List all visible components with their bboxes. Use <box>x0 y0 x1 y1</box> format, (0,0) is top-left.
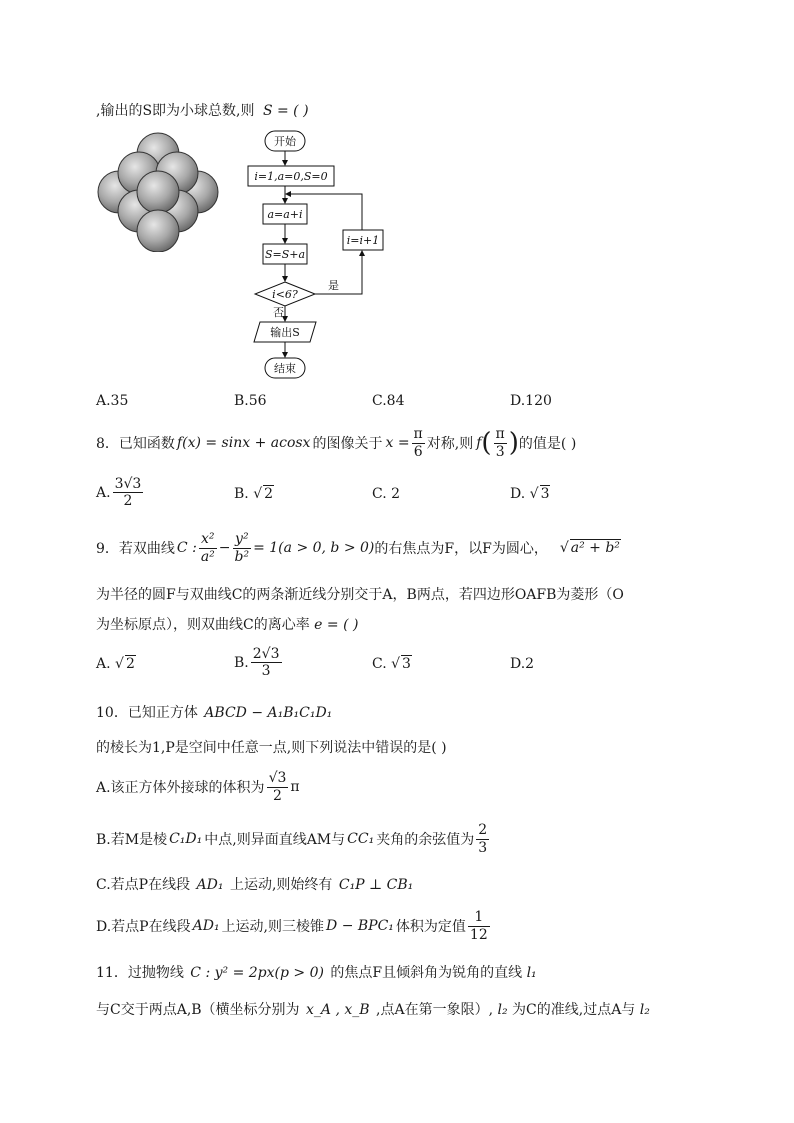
q10-option-d-mid: 上运动,则三棱锥 <box>221 919 325 935</box>
q9-curve-label: C : <box>176 540 197 556</box>
q11-line2 <box>96 999 650 1019</box>
q11-line-l2: l₂ <box>497 1002 508 1018</box>
q8-option-b-label: B. <box>234 486 249 502</box>
q8-stem-pre: 8．已知函数 <box>96 436 175 452</box>
q9-option-a-value: 2 <box>125 656 135 672</box>
q9-eccentricity: e = ( ) <box>314 617 359 633</box>
q11-abscissas: x_A , x_B <box>306 1002 370 1018</box>
q10-option-a-den: 2 <box>273 787 282 804</box>
q9-stem-pre: 9．若双曲线 <box>96 541 175 557</box>
q11-parabola: C : y² = 2px(p > 0) <box>190 965 324 981</box>
q11-stem <box>96 962 537 982</box>
q8-paren-open: ( <box>481 428 492 458</box>
q10-option-d-mid2: 体积为定值 <box>395 919 466 935</box>
q8-x-eq: x = <box>385 435 410 451</box>
q8-stem <box>96 423 576 463</box>
q10-option-b-mid2: 夹角的余弦值为 <box>376 832 475 848</box>
q9-option-b-label: B. <box>234 654 249 671</box>
q7-option-c: C.84 <box>372 393 405 409</box>
q10-option-a-pi: π <box>290 779 300 795</box>
q9-x2: x² <box>199 531 217 548</box>
q8-option-b: B. √ 2 <box>234 486 274 502</box>
q9-y2: y² <box>233 531 252 548</box>
q11-line2-pre: 与C交于两点A,B（横坐标分别为 <box>96 1002 300 1018</box>
q10-option-d <box>96 906 492 946</box>
q9-radical: √ a² + b² <box>559 540 620 556</box>
q8-option-a-label: A. <box>96 484 111 501</box>
q10-cube: ABCD − A₁B₁C₁D₁ <box>204 705 333 721</box>
q8-pi-over-6 <box>412 426 425 459</box>
q8-option-a-num: 3√3 <box>114 476 142 492</box>
q8-option-b-value: 2 <box>264 486 274 502</box>
q11-line-l1: l₁ <box>526 965 537 981</box>
q10-option-c-mid: 上运动,则始终有 <box>229 877 333 893</box>
q9-y-frac <box>233 531 252 564</box>
q10-option-d-tetrahedron: D − BPC₁ <box>326 918 394 934</box>
q11-line2-post: 为C的准线,过点A与 <box>512 1002 636 1018</box>
q9-option-a-label: A. <box>96 656 111 672</box>
q9-line3 <box>96 614 358 634</box>
q10-option-c-relation: C₁P ⊥ CB₁ <box>338 877 414 893</box>
q8-option-d-label: D. <box>510 486 526 502</box>
q9-condition: = 1(a > 0, b > 0) <box>253 540 375 556</box>
q10-option-b-num: 2 <box>478 822 488 839</box>
q9-option-b-den: 3 <box>261 663 271 680</box>
q10-option-b-mid: 中点,则异面直线AM与 <box>204 832 346 848</box>
q7-option-a: A.35 <box>96 393 129 409</box>
q8-option-a-frac <box>113 476 144 509</box>
q10-option-d-num: 1 <box>468 909 490 926</box>
q9-option-b <box>234 646 284 679</box>
q8-option-d-value: 3 <box>540 486 550 502</box>
flow-increment-label: i=i+1 <box>346 234 380 247</box>
q9-a2: a² <box>200 548 215 565</box>
q10-option-d-seg: AD₁ <box>192 918 220 934</box>
q8-option-a-den: 2 <box>123 493 133 510</box>
q9-option-b-num: 2√3 <box>252 646 280 662</box>
q7-option-b: B.56 <box>234 393 267 409</box>
q10-option-d-pre: D.若点P在线段 <box>96 919 191 935</box>
q10-option-a-text: A.该正方体外接球的体积为 <box>96 780 265 796</box>
q9-option-d: D.2 <box>510 656 535 672</box>
ball <box>137 210 179 252</box>
q10-option-c-pre: C.若点P在线段 <box>96 877 191 893</box>
q9-line3-text: 为坐标原点），则双曲线C的离心率 <box>96 617 310 633</box>
q8-stem-mid2: 对称,则 <box>426 436 474 452</box>
intro-text: ,输出的S即为小球总数,则 <box>96 103 255 119</box>
q8-option-a <box>96 476 145 509</box>
q10-option-d-den: 12 <box>469 926 488 943</box>
q9-option-c: C. √ 3 <box>372 656 411 672</box>
q9-x-frac <box>199 531 217 564</box>
q7-option-d: D.120 <box>510 393 552 409</box>
q8-paren-close: ) <box>508 428 519 458</box>
q10-option-b-frac <box>476 822 489 855</box>
q9-option-c-value: 3 <box>402 656 411 672</box>
flowchart <box>240 128 390 384</box>
q10-option-a-frac <box>267 770 289 803</box>
intro-equation: S = ( ) <box>262 103 309 119</box>
q8-f: f <box>476 435 482 451</box>
q8-three: 3 <box>495 443 505 460</box>
q8-option-d: D. √ 3 <box>510 486 550 502</box>
q11-line2-mid: ,点A在第一象限）, <box>376 1002 494 1018</box>
flow-condition-label: i<6? <box>272 288 298 301</box>
q9-option-c-label: C. <box>372 656 387 672</box>
flow-init-label: i=1,a=0,S=0 <box>254 170 328 183</box>
q10-option-c-seg: AD₁ <box>196 877 224 893</box>
q9-stem: 9．若双曲线 C : $\frac{\text{x²}}{\text{a²}}$ − $\frac{\text{y²}}{\text{b²}}$ = 1(a > 0, b > 0) 的右焦点为F，以F为圆心， √ a² + b² <box>96 531 620 565</box>
flow-step-s-label: S=S+a <box>264 248 306 261</box>
q9-b2: b² <box>234 548 250 565</box>
q10-option-b <box>96 819 491 859</box>
q8-pi: π <box>413 426 423 443</box>
q8-function: f(x) = sinx + acosx <box>176 435 311 451</box>
q10-option-d-frac <box>468 909 490 942</box>
q8-pi-2: π <box>495 426 505 443</box>
flow-start-label: 开始 <box>274 135 296 148</box>
q10-line2: 的棱长为1,P是空间中任意一点,则下列说法中错误的是( ) <box>96 740 447 756</box>
q10-option-b-seg2: CC₁ <box>347 831 375 847</box>
q10-option-b-pre: B.若M是棱 <box>96 832 168 848</box>
q10-option-a <box>96 767 300 807</box>
q9-radical-value: a² + b² <box>570 540 620 556</box>
flow-yes-label: 是 <box>328 279 339 292</box>
flow-end-label: 结束 <box>274 362 296 375</box>
q10-option-b-seg: C₁D₁ <box>169 831 203 847</box>
q10-option-b-den: 3 <box>478 839 488 856</box>
q11-stem-mid: 的焦点F且倾斜角为锐角的直线 <box>330 965 523 981</box>
q10-stem <box>96 702 332 722</box>
ball-stack-figure <box>94 132 222 252</box>
q8-stem-post: 的值是( ) <box>518 436 577 452</box>
q10-stem-pre: 10．已知正方体 <box>96 705 198 721</box>
intro-line <box>96 100 309 120</box>
q9-stem-mid: 的右焦点为F，以F为圆心， <box>374 541 548 557</box>
q11-line-l2-b: l₂ <box>639 1002 650 1018</box>
flow-no-label: 否 <box>273 306 284 319</box>
q11-stem-pre: 11．过抛物线 <box>96 965 184 981</box>
q10-option-a-num: √3 <box>268 770 287 787</box>
q9-option-b-frac <box>251 646 282 679</box>
q9-option-a: A. √ 2 <box>96 656 135 672</box>
q8-option-c: C. 2 <box>372 486 401 502</box>
q10-option-c <box>96 874 413 894</box>
flow-step-a-label: a=a+i <box>267 208 303 221</box>
ball <box>137 171 179 213</box>
q8-pi-over-3 <box>494 426 507 459</box>
q8-six: 6 <box>413 443 423 460</box>
q9-line2: 为半径的圆F与双曲线C的两条渐近线分别交于A，B两点，若四边形OAFB为菱形（O <box>96 587 624 603</box>
q8-stem-mid: 的图像关于 <box>312 436 383 452</box>
flow-output-label: 输出S <box>270 326 300 339</box>
